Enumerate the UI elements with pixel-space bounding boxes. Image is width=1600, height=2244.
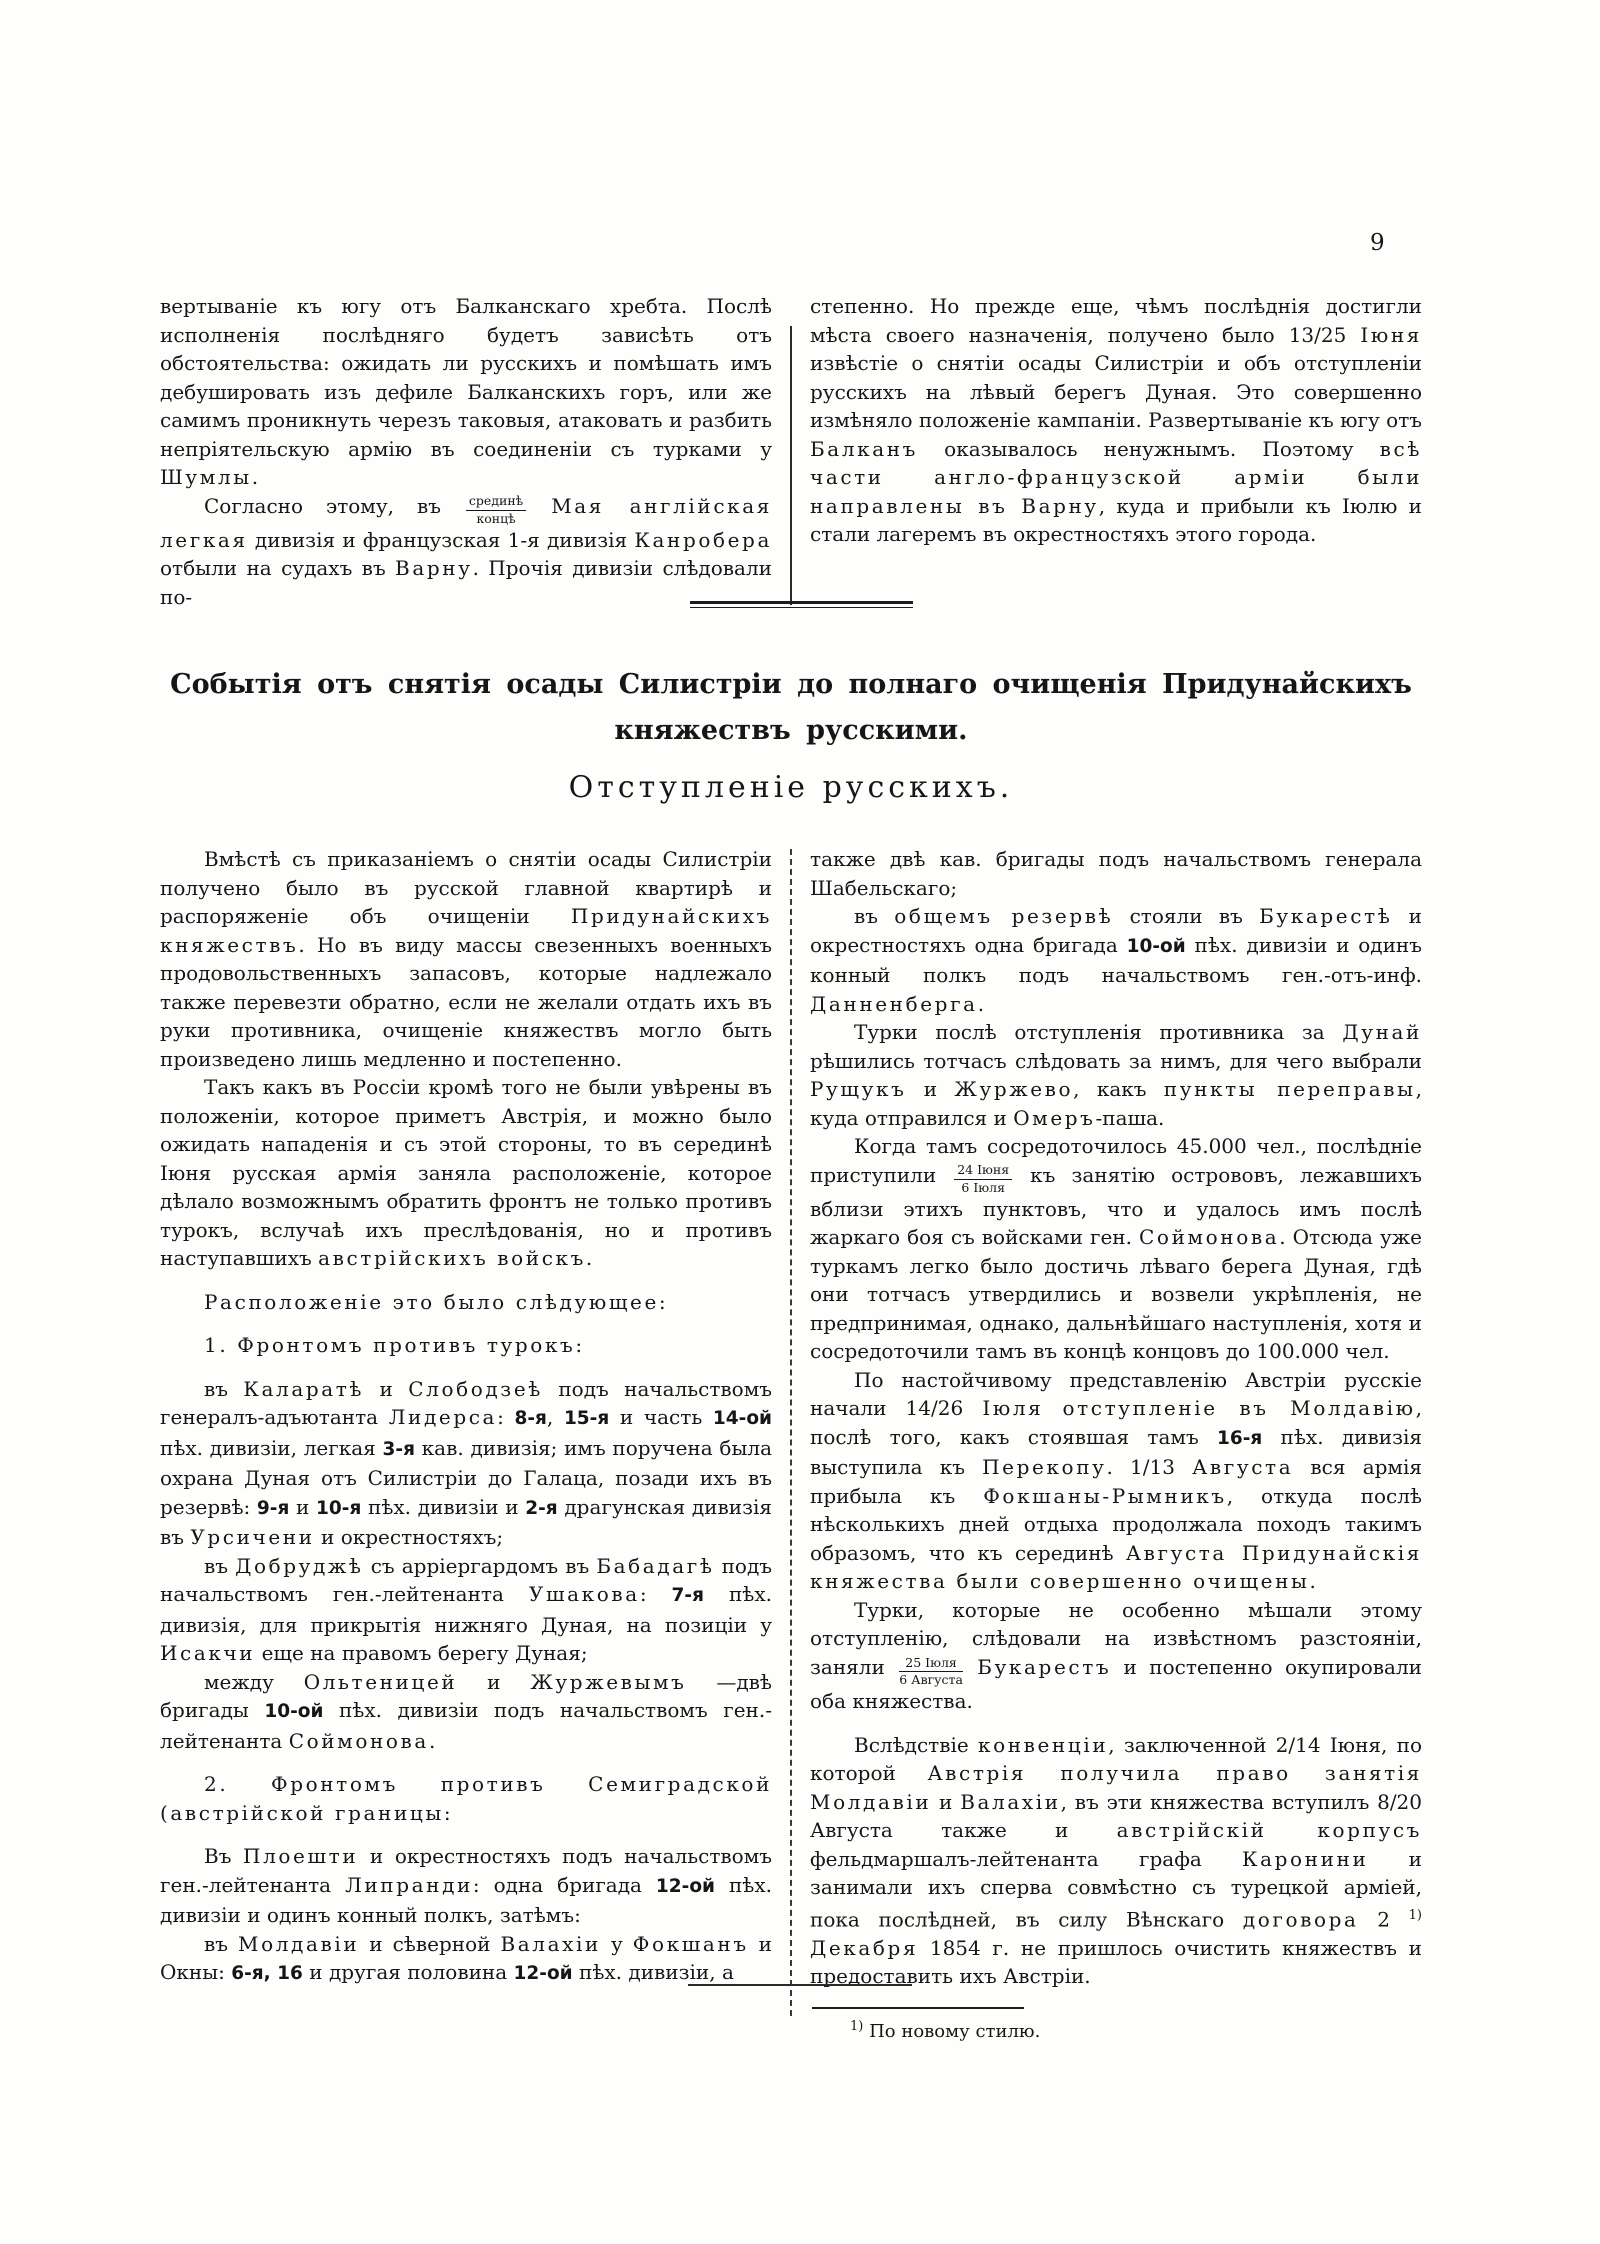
- top-column-divider: [790, 326, 792, 605]
- text-run: Фокшаны-Рымникъ: [983, 1483, 1227, 1508]
- text-run: также двѣ кав. бригады подъ начальствомъ генерала Шабельскаго;: [810, 847, 1422, 900]
- paragraph: [160, 1668, 772, 1756]
- paragraph: [160, 1842, 772, 1930]
- text-run: :: [639, 1582, 672, 1606]
- text-run: и окрестностяхъ;: [314, 1525, 504, 1549]
- text-run: 10-я: [316, 1497, 362, 1519]
- paragraph: [160, 1288, 772, 1317]
- text-run: Шумлы: [160, 465, 252, 489]
- text-run: .: [585, 1246, 593, 1270]
- text-run: пункты переправы: [1163, 1077, 1416, 1101]
- text-run: Журжевымъ: [530, 1669, 687, 1694]
- text-run: , куда отправился и: [810, 1077, 1422, 1130]
- text-run: извѣстіе о снятіи осады Силистріи и объ отступленіи русскихъ на лѣвый берегъ Дуная. Это совершенно измѣняло положеніе кампаніи. Развертываніе къ югу отъ: [810, 351, 1422, 432]
- text-run: Іюля: [982, 1396, 1044, 1421]
- text-run: 16-я: [1216, 1427, 1263, 1449]
- text-run: отступленіе въ Молдавію: [1062, 1396, 1416, 1421]
- text-run: Бабадагѣ: [596, 1553, 715, 1578]
- text-run: подъ начальствомъ ген.-лейтенанта: [160, 1553, 772, 1606]
- text-run: Вмѣстѣ съ приказаніемъ о снятіи осады Силистріи получено было въ русской главной квартирѣ и распоряженіе объ очищеніи: [160, 847, 772, 928]
- text-run: Букарестъ: [977, 1654, 1112, 1679]
- text-run: съ арріергардомъ въ: [363, 1553, 597, 1578]
- paragraph: [810, 1132, 1422, 1366]
- text-run: Соймонова: [288, 1728, 429, 1753]
- text-run: 12-ой: [513, 1963, 573, 1984]
- date-fraction: [464, 494, 528, 526]
- text-run: 12-ой: [655, 1875, 716, 1897]
- text-run: Декабря: [810, 1935, 919, 1960]
- text-run: 9-я: [256, 1497, 290, 1519]
- text-run: .: [251, 465, 259, 489]
- text-run: .: [428, 1728, 436, 1753]
- body-section: [160, 845, 1422, 2042]
- text-run: у: [600, 1931, 633, 1956]
- text-run: 7-я: [671, 1585, 704, 1606]
- text-run: пѣх. дивизія выступила къ: [810, 1424, 1423, 1480]
- text-run: Валахіи: [960, 1789, 1061, 1814]
- text-run: австрійскихъ войскъ: [318, 1246, 586, 1270]
- text-run: . 1/13: [1106, 1455, 1193, 1480]
- text-run: Придунайскихъ княжествъ: [160, 904, 772, 957]
- body-right-column: [810, 845, 1422, 2042]
- text-run: Вслѣдствіе: [854, 1732, 978, 1757]
- text-run: Турки послѣ отступленія противника за: [854, 1020, 1343, 1044]
- text-run: 1. Фронтомъ противъ турокъ:: [204, 1333, 585, 1357]
- text-run: кав. дивизія; имъ поручена была охрана Дуная отъ Силистріи до Галаца, позади ихъ въ резервѣ:: [160, 1435, 772, 1519]
- fraction-denominator: 6 Августа: [899, 1671, 963, 1687]
- paragraph: [810, 1596, 1422, 1716]
- text-run: Урсичени: [190, 1525, 315, 1549]
- page-bottom-rule: [688, 1984, 912, 1986]
- text-run: Дунай: [1342, 1020, 1422, 1044]
- text-run: договора: [1242, 1907, 1359, 1932]
- text-run: подъ начальствомъ генералъ-адъютанта: [160, 1376, 773, 1429]
- text-run: Варну: [395, 556, 473, 581]
- text-run: всѣ части англо-французской арміи были направлены въ Варну: [810, 436, 1422, 518]
- text-run: стояли въ: [1113, 904, 1260, 928]
- text-run: -паша.: [1095, 1105, 1165, 1130]
- text-run: , какъ: [1073, 1077, 1164, 1101]
- text-run: Каронини: [1242, 1846, 1369, 1871]
- text-run: и Окны:: [160, 1931, 773, 1984]
- text-run: и: [457, 1669, 531, 1694]
- text-run: пѣх. дивизіи, легкая: [160, 1435, 383, 1460]
- text-run: Ушакова: [528, 1582, 640, 1606]
- top-section: [160, 292, 1422, 611]
- text-run: 3-я: [382, 1438, 415, 1460]
- text-run: , куда и прибыли къ Іюлю и стали лагеремъ въ окрестностяхъ этого города.: [810, 493, 1423, 546]
- text-run: вся армія прибыла къ: [810, 1455, 1422, 1508]
- text-run: Іюня: [1360, 322, 1422, 347]
- text-run: пѣх. дивизія, для прикрытія нижняго Дуная, на позиціи у: [160, 1582, 772, 1637]
- section-subtitle: Отступленіе русскихъ.: [568, 770, 1014, 805]
- text-run: и другая половина: [302, 1960, 514, 1984]
- text-run: 6-я, 16: [231, 1963, 303, 1984]
- text-run: .: [977, 991, 985, 1016]
- text-run: Августа: [1192, 1455, 1294, 1480]
- text-run: конвенціи: [977, 1732, 1109, 1757]
- text-run: и сѣверной: [359, 1931, 501, 1956]
- footnote-marker: 1): [850, 2018, 864, 2034]
- top-left-column: [160, 292, 772, 611]
- paragraph: [160, 1375, 772, 1552]
- text-run: Перекопу: [982, 1455, 1107, 1480]
- text-run: . Но въ виду массы свезенныхъ военныхъ продовольственныхъ запасовъ, которые надлежало также перевезти обратно, если не желали отдать ихъ въ руки противника, очищеніе княжествъ могло быть произведено лишь медленно и постепенно.: [160, 932, 772, 1071]
- text-run: , въ эти княжества вступилъ 8/20 Августа также и: [810, 1789, 1423, 1843]
- text-run: и занимали ихъ сперва совмѣстно съ турецкой арміей, пока послѣдней, въ силу Вѣнскаго: [810, 1846, 1422, 1932]
- text-run: Липранди: [345, 1872, 473, 1897]
- paragraph: [810, 292, 1422, 549]
- text-run: По настойчивому представленію Австріи русскіе начали 14/26: [810, 1367, 1422, 1421]
- text-run: . Прочія дивизіи слѣдовали по-: [160, 556, 772, 609]
- text-run: и: [906, 1077, 955, 1101]
- text-run: степенно. Но прежде еще, чѣмъ послѣднія достигли мѣста своего назначенія, получено было 13/25: [810, 294, 1422, 347]
- text-run: Молдавіи: [238, 1931, 360, 1956]
- text-run: Согласно этому, въ: [204, 493, 464, 518]
- text-run: пѣх. дивизіи, а: [572, 1960, 734, 1984]
- date-fraction: [897, 1656, 965, 1688]
- text-run: Рущукъ: [810, 1077, 907, 1101]
- text-run: и: [289, 1494, 317, 1519]
- text-run: Мая англійская легкая: [160, 493, 773, 552]
- text-run: Августа Придунайскія княжества были совершенно очищены: [810, 1540, 1422, 1594]
- text-run: Каларатѣ: [243, 1376, 365, 1401]
- text-run: въ: [204, 1553, 236, 1578]
- text-run: , откуда послѣ нѣсколькихъ дней отдыха продолжала походъ такимъ образомъ, что къ серединѣ: [810, 1483, 1422, 1565]
- text-run: Лидерса: [388, 1405, 498, 1429]
- text-run: 2: [1358, 1907, 1409, 1932]
- paragraph: [160, 1552, 772, 1668]
- text-run: 2-я: [525, 1497, 558, 1519]
- fraction-denominator: концѣ: [476, 510, 516, 526]
- fraction-numerator: 24 Іюня: [954, 1163, 1012, 1179]
- text-run: Расположеніе это было слѣдующее:: [204, 1289, 669, 1314]
- paragraph: [160, 1331, 772, 1360]
- paragraph: [160, 492, 772, 612]
- footnote: [810, 2019, 1422, 2042]
- text-run: 10-ой: [264, 1701, 324, 1722]
- section-title: Событія отъ снятія осады Силистріи до полнаго очищенія Придунайскихъ княжествъ русскими.: [170, 669, 1412, 746]
- text-run: общемъ резервѣ: [894, 904, 1114, 928]
- text-run: между: [204, 1669, 304, 1694]
- paragraph: [160, 1930, 772, 1989]
- text-run: еще на правомъ берегу Дуная;: [255, 1641, 588, 1665]
- paragraph: [810, 1731, 1422, 1991]
- footnote-text: По новому стилю.: [863, 2020, 1041, 2042]
- text-run: , послѣ того, какъ стоявшая тамъ: [810, 1396, 1422, 1449]
- paragraph: [810, 902, 1422, 1018]
- text-run: отбыли на судахъ въ: [160, 556, 396, 581]
- text-run: и постепенно окупировали оба княжества.: [810, 1654, 1422, 1714]
- text-run: [528, 494, 551, 518]
- text-run: Данненберга: [810, 991, 978, 1016]
- text-run: австрійскій корпусъ: [1116, 1818, 1422, 1843]
- text-run: 10-ой: [1126, 935, 1186, 957]
- paragraph: [810, 1018, 1422, 1132]
- text-run: Турки, которые не особенно мѣшали этому отступленію, слѣдовали на извѣстномъ разстояніи, заняли: [810, 1597, 1422, 1679]
- text-run: ,: [546, 1405, 564, 1429]
- text-run: оказывалось ненужнымъ. Поэтому: [918, 436, 1380, 461]
- text-run: .: [1309, 1569, 1316, 1594]
- text-run: Журжево: [954, 1077, 1074, 1101]
- page-number: 9: [1370, 230, 1385, 256]
- paragraph: [160, 1770, 772, 1827]
- section-divider-rule-inner: [690, 607, 913, 608]
- text-run: пѣх. дивизіи и одинъ конный полкъ, затѣмъ:: [160, 1872, 773, 1927]
- fraction-denominator: 6 Іюля: [961, 1179, 1005, 1195]
- body-left-column: [160, 845, 772, 2042]
- text-run: вертываніе къ югу отъ Балканскаго хребта. Послѣ исполненія послѣдняго будетъ зависѣть отъ обстоятельства: ожидать ли русскихъ и помѣшать имъ дебушировать изъ дефиле Балканскихъ горъ, или же самимъ проникнуть черезъ таковыя, атаковать и разбить непріятельскую армію въ соединеніи съ турками у: [160, 294, 772, 461]
- text-run: Когда тамъ сосредоточилось 45.000 чел., послѣдніе приступили: [810, 1134, 1422, 1187]
- text-run: и часть: [609, 1405, 713, 1429]
- footnote-rule: [812, 2007, 1024, 2009]
- text-run: : одна бригада: [472, 1872, 656, 1897]
- text-run: Такъ какъ въ Россіи кромѣ того не были увѣрены въ положеніи, которое приметъ Австрія, и можно было ожидать нападенія и съ этой стороны, то въ серединѣ Іюня русская армія заняла расположеніе, которое дѣлало возможнымъ обратить фронтъ не только противъ турокъ, вслучаѣ ихъ преслѣдованія, но и противъ наступавшихъ: [160, 1075, 772, 1270]
- text-run: Соймонова: [1139, 1225, 1280, 1250]
- section-divider-rule: [690, 601, 913, 608]
- text-run: и: [931, 1789, 961, 1814]
- text-run: 1854 г. не пришлось очистить княжествъ и предоставить ихъ Австріи.: [810, 1935, 1422, 1989]
- body-right-paragraphs: [810, 845, 1422, 1991]
- paragraph: [160, 292, 772, 492]
- text-run: и: [364, 1376, 409, 1401]
- footnote-ref-marker: 1): [1408, 1907, 1422, 1923]
- text-run: и окрестностяхъ подъ начальствомъ ген.-лейтенанта: [160, 1844, 773, 1897]
- text-run: Въ: [204, 1844, 244, 1868]
- text-run: дивизія и французская 1-я дивизія: [247, 527, 635, 552]
- text-run: Добруджѣ: [235, 1553, 364, 1578]
- text-run: Омеръ: [1013, 1105, 1096, 1130]
- text-run: [1043, 1396, 1062, 1420]
- text-run: :: [497, 1405, 515, 1429]
- text-run: 2. Фронтомъ противъ Семиградской (австрійской границы:: [160, 1772, 772, 1825]
- footnote-area: [810, 2007, 1422, 2042]
- paragraph: [810, 845, 1422, 902]
- text-run: Валахіи: [500, 1931, 601, 1956]
- paragraph: [810, 1366, 1422, 1596]
- text-run: , заключенной 2/14 Іюня, по которой: [810, 1732, 1422, 1786]
- text-run: 15-я: [563, 1408, 610, 1429]
- text-run: въ: [204, 1931, 238, 1956]
- body-column-divider: [790, 849, 792, 2016]
- text-run: пѣх. дивизіи и: [361, 1494, 526, 1519]
- text-run: драгунская дивизія въ: [160, 1494, 773, 1549]
- text-run: [965, 1655, 977, 1679]
- text-run: рѣшились тотчасъ слѣдовать за нимъ, для чего выбрали: [810, 1048, 1422, 1073]
- text-run: Балканъ: [810, 436, 919, 461]
- date-fraction: [952, 1163, 1014, 1195]
- text-run: и окрестностяхъ одна бригада: [810, 904, 1422, 957]
- text-run: пѣх. дивизіи и одинъ конный полкъ подъ начальствомъ ген.-отъ-инф.: [810, 932, 1422, 987]
- text-run: Фокшанъ: [632, 1931, 749, 1956]
- text-run: Ольтеницей: [303, 1669, 458, 1694]
- paragraph: [160, 1073, 772, 1273]
- text-run: Букарестѣ: [1259, 904, 1393, 928]
- text-run: пѣх. дивизіи подъ начальствомъ ген.-лейтенанта: [160, 1698, 772, 1753]
- paragraph: [160, 845, 772, 1073]
- text-run: . Отсюда уже туркамъ легко было достичь лѣваго берега Дуная, гдѣ они тотчасъ утвердились и возвели укрѣпленія, не предпринимая, однако, дальнѣйшаго наступленія, хотя и сосредоточили тамъ въ концѣ концовъ до 100.000 чел.: [810, 1225, 1423, 1364]
- text-run: фельдмаршалъ-лейтенанта графа: [810, 1846, 1243, 1871]
- text-run: 14-ой: [712, 1408, 772, 1429]
- fraction-numerator: 25 Іюля: [899, 1656, 963, 1672]
- text-run: Канробера: [634, 527, 772, 552]
- text-run: Слободзеѣ: [408, 1376, 543, 1401]
- text-run: Плоешти: [243, 1844, 359, 1868]
- top-right-column: [810, 292, 1422, 611]
- text-run: 8-я: [514, 1408, 547, 1429]
- text-run: въ: [204, 1376, 244, 1401]
- text-run: въ: [854, 904, 895, 928]
- text-run: къ занятію острововъ, лежавшихъ вблизи этихъ пунктовъ, что и удалось имъ послѣ жаркаго боя съ войсками ген.: [810, 1162, 1422, 1250]
- text-run: Австрія получила право занятія Молдавіи: [810, 1761, 1422, 1814]
- text-run: Исакчи: [160, 1641, 256, 1665]
- text-run: —двѣ бригады: [160, 1669, 772, 1722]
- fraction-numerator: срединѣ: [466, 494, 526, 510]
